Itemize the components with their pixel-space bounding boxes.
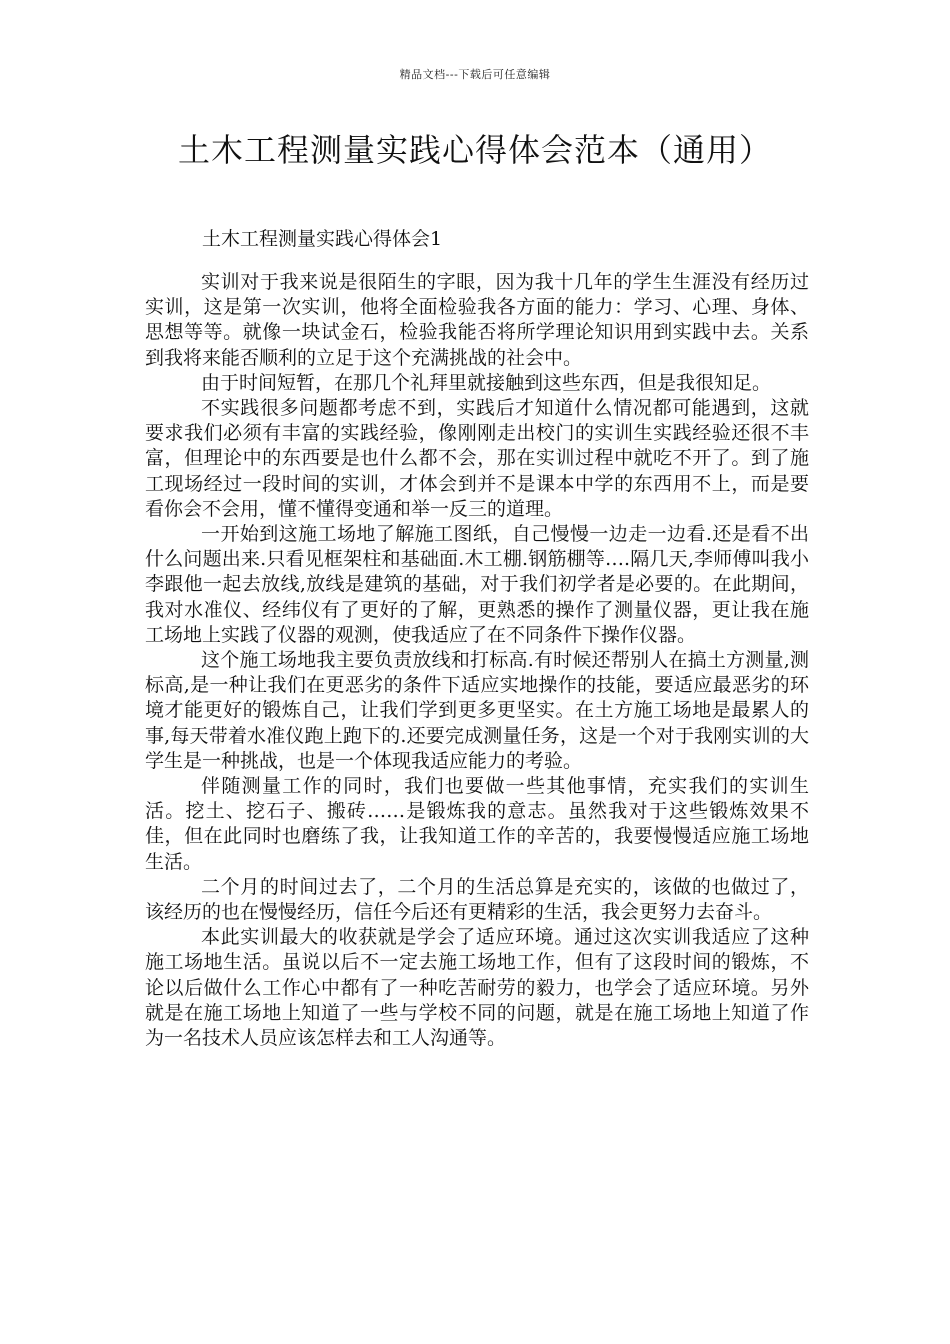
paragraph: 不实践很多问题都考虑不到，实践后才知道什么情况都可能遇到，这就要求我们必须有丰富的实践经验，像刚刚走出校门的实训生实践经验还很不丰富，但理论中的东西要是也什么都不会，那在实训过程中就吃不开了。到了施工现场经过一段时间的实训，才体会到并不是课本中学的东西用不上，而是要看你会不会用，懂不懂得变通和举一反三的道理。 [145, 397, 809, 520]
paragraph: 由于时间短暂，在那几个礼拜里就接触到这些东西，但是我很知足。 [201, 371, 772, 394]
document-body [145, 270, 809, 1051]
paragraph: 二个月的时间过去了，二个月的生活总算是充实的，该做的也做过了，该经历的也在慢慢经历，信任今后还有更精彩的生活，我会更努力去奋斗。 [145, 875, 809, 924]
paragraph: 这个施工场地我主要负责放线和打标高.有时候还帮别人在搞土方测量,测标高,是一种让我们在更恶劣的条件下适应实地操作的技能，要适应最恶劣的环境才能更好的锻炼自己，让我们学到更多更坚实。在土方施工场地是最累人的事,每天带着水准仪跑上跑下的.还要完成测量任务，这是一个对于我刚实训的大学生是一种挑战，也是一个体现我适应能力的考验。 [145, 649, 809, 772]
section-heading: 土木工程测量实践心得体会1 [202, 228, 443, 250]
paragraph: 实训对于我来说是很陌生的字眼，因为我十几年的学生生涯没有经历过实训，这是第一次实训，他将全面检验我各方面的能力：学习、心理、身体、思想等等。就像一块试金石，检验我能否将所学理论知识用到实践中去。关系到我将来能否顺利的立足于这个充满挑战的社会中。 [145, 271, 809, 369]
document-title: 土木工程测量实践心得体会范本（通用） [177, 131, 772, 169]
paragraph: 一开始到这施工场地了解施工图纸，自己慢慢一边走一边看.还是看不出什么问题出来.只看见框架柱和基础面.木工棚.钢筋棚等….隔几天,李师傅叫我小李跟他一起去放线,放线是建筑的基础，对于我们初学者是必要的。在此期间，我对水准仪、经纬仪有了更好的了解，更熟悉的操作了测量仪器，更让我在施工场地上实践了仪器的观测，使我适应了在不同条件下操作仪器。 [145, 523, 809, 646]
paragraph: 本此实训最大的收获就是学会了适应环境。通过这次实训我适应了这种施工场地生活。虽说以后不一定去施工场地工作，但有了这段时间的锻炼，不论以后做什么工作心中都有了一种吃苦耐劳的毅力，也学会了适应环境。另外就是在施工场地上知道了一些与学校不同的问题，就是在施工场地上知道了作为一名技术人员应该怎样去和工人沟通等。 [145, 926, 809, 1050]
paragraph: 伴随测量工作的同时，我们也要做一些其他事情，充实我们的实训生活。挖土、挖石子、搬砖……是锻炼我的意志。虽然我对于这些锻炼效果不佳，但在此同时也磨练了我，让我知道工作的辛苦的，我要慢慢适应施工场地生活。 [145, 775, 809, 873]
page-header-note: 精品文档---下载后可任意编辑 [399, 68, 551, 81]
